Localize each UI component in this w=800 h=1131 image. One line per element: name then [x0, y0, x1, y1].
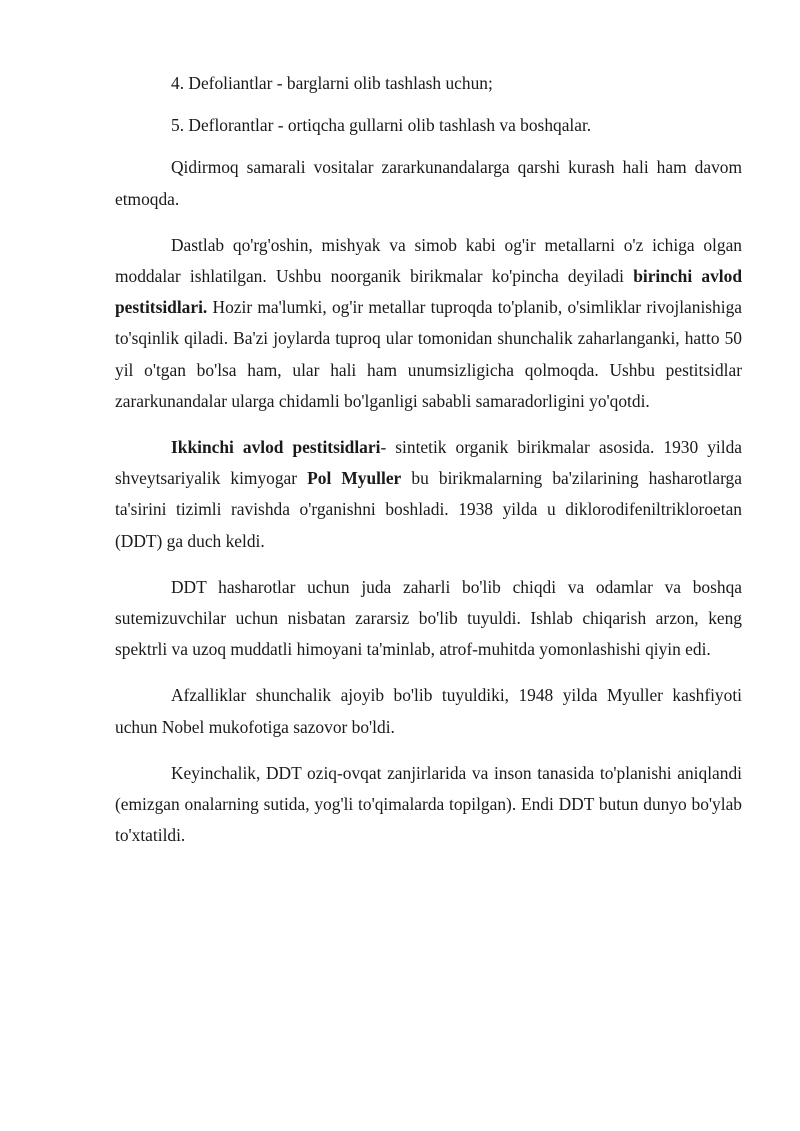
- bold-term-second-generation: Ikkinchi avlod pestitsidlari: [171, 437, 381, 458]
- list-item-deflorants: 5. Deflorantlar - ortiqcha gullarni olib tashlash va boshqalar.: [171, 115, 592, 136]
- paragraph-search-for-tools: Qidirmoq samarali vositalar zararkunandalarga qarshi kurash hali ham davom etmoqda.: [115, 157, 742, 209]
- document-page: [115, 68, 742, 851]
- bold-term-first-generation: birinchi avlod pestitsidlari.: [115, 266, 742, 318]
- paragraph-nobel-prize: Afzalliklar shunchalik ajoyib bo'lib tuyuldiki, 1948 yilda Myuller kashfiyoti uchun Nobel mukofotiga sazovor bo'ldi.: [115, 685, 742, 737]
- list-item-defoliants: 4. Defoliantlar - barglarni olib tashlash uchun;: [171, 73, 493, 93]
- paragraph-text: - sintetik organik birikmalar asosida. 1930 yilda shveytsariyalik kimyogar: [115, 437, 743, 489]
- paragraph-text: Dastlab qo'rg'oshin, mishyak va simob kabi og'ir metallarni o'z ichiga olgan moddalar ishlatilgan. Ushbu noorganik birikmalar ko'pincha deyiladi: [115, 234, 742, 287]
- paragraph-ddt-toxicity: DDT hasharotlar uchun juda zaharli bo'lib chiqdi va odamlar va boshqa sutemizuvchilar uchun nisbatan zararsiz bo'lib tuyuldi. Ishlab chiqarish arzon, keng spektrli va uzoq muddatli himoyani ta'minlab, atrof-muhitda yomonlashishi qiyin edi.: [115, 576, 742, 660]
- paragraph-first-generation: [115, 230, 742, 417]
- paragraph-ddt-ban: Keyinchalik, DDT oziq-ovqat zanjirlarida va inson tanasida to'planishi aniqlandi (emizgan onalarning sutida, yog'li to'qimalarda topilgan). Endi DDT butun dunyo bo'ylab to'xtatildi.: [115, 762, 742, 846]
- paragraph-text: Hozir ma'lumki, og'ir metallar tuproqda to'planib, o'simliklar rivojlanishiga to'sqinlik qiladi. Ba'zi joylarda tuproq ular tomonidan shunchalik zaharlanganki, hatto 50 yil o'tgan bo'lsa ham, ular hali ham unumsizligicha qolmoqda. Ushbu pestitsidlar zararkunandalar ularga chidamli bo'lganligi sababli samaradorligini yo'qotdi.: [115, 297, 742, 411]
- bold-name-pol-myuller: Pol Myuller: [307, 468, 402, 489]
- paragraph-second-generation: [115, 432, 742, 557]
- paragraph-text: bu birikmalarning ba'zilarining hasharotlarga ta'sirini tizimli ravishda o'rganishni boshladi. 1938 yilda u diklorodifeniltrikloroetan (DDT) ga duch keldi.: [115, 468, 742, 551]
